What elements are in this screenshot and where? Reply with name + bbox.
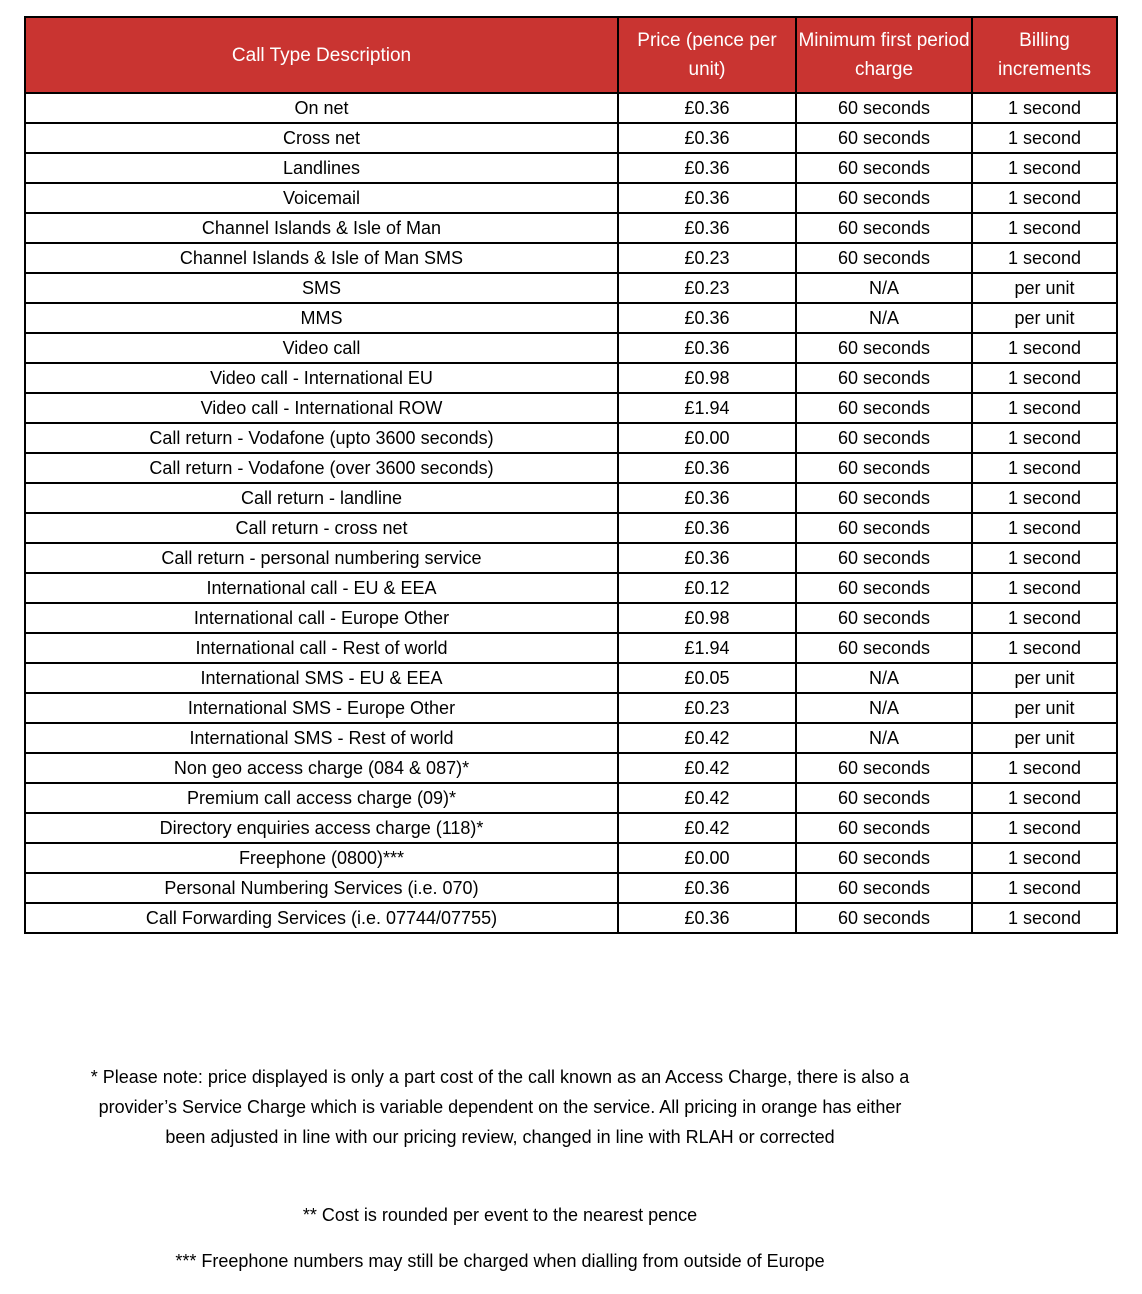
cell-billing-increments: per unit (972, 303, 1117, 333)
cell-call-type: International call - EU & EEA (25, 573, 618, 603)
cell-billing-increments: 1 second (972, 573, 1117, 603)
cell-call-type: International SMS - EU & EEA (25, 663, 618, 693)
cell-billing-increments: 1 second (972, 813, 1117, 843)
cell-billing-increments: 1 second (972, 213, 1117, 243)
table-row (25, 93, 1117, 123)
cell-call-type: Channel Islands & Isle of Man SMS (25, 243, 618, 273)
cell-minimum-charge: 60 seconds (796, 873, 972, 903)
note-freephone: *** Freephone numbers may still be charged when dialling from outside of Europe (175, 1251, 825, 1271)
cell-billing-increments: 1 second (972, 873, 1117, 903)
table-row (25, 123, 1117, 153)
cell-billing-increments: per unit (972, 723, 1117, 753)
table-row (25, 273, 1117, 303)
table-row (25, 573, 1117, 603)
cell-price: £0.36 (618, 903, 796, 933)
cell-price: £0.36 (618, 153, 796, 183)
cell-minimum-charge: 60 seconds (796, 843, 972, 873)
cell-price: £0.36 (618, 183, 796, 213)
table-row (25, 483, 1117, 513)
cell-call-type: Landlines (25, 153, 618, 183)
cell-price: £1.94 (618, 393, 796, 423)
cell-billing-increments: 1 second (972, 123, 1117, 153)
note-access-line: been adjusted in line with our pricing review, changed in line with RLAH or corrected (165, 1127, 835, 1147)
cell-minimum-charge: 60 seconds (796, 783, 972, 813)
cell-price: £0.36 (618, 213, 796, 243)
cell-billing-increments: 1 second (972, 183, 1117, 213)
cell-price: £0.00 (618, 423, 796, 453)
header-price: Price (pence per unit) (618, 17, 796, 93)
table-row (25, 453, 1117, 483)
cell-call-type: International call - Europe Other (25, 603, 618, 633)
table-row (25, 363, 1117, 393)
cell-billing-increments: 1 second (972, 633, 1117, 663)
table-header (25, 17, 1117, 93)
footnotes (0, 1062, 1000, 1276)
cell-call-type: Channel Islands & Isle of Man (25, 213, 618, 243)
cell-billing-increments: 1 second (972, 513, 1117, 543)
cell-billing-increments: 1 second (972, 903, 1117, 933)
cell-billing-increments: per unit (972, 273, 1117, 303)
cell-price: £0.23 (618, 693, 796, 723)
table-row (25, 423, 1117, 453)
table-row (25, 693, 1117, 723)
cell-minimum-charge: N/A (796, 693, 972, 723)
cell-minimum-charge: 60 seconds (796, 363, 972, 393)
table-row (25, 303, 1117, 333)
cell-call-type: Directory enquiries access charge (118)* (25, 813, 618, 843)
cell-minimum-charge: 60 seconds (796, 543, 972, 573)
cell-minimum-charge: 60 seconds (796, 183, 972, 213)
note-access-charge (0, 1062, 1000, 1152)
cell-call-type: Cross net (25, 123, 618, 153)
cell-call-type: Video call (25, 333, 618, 363)
table-row (25, 813, 1117, 843)
cell-price: £0.42 (618, 723, 796, 753)
table-row (25, 723, 1117, 753)
cell-call-type: MMS (25, 303, 618, 333)
header-minimum-charge: Minimum first period charge (796, 17, 972, 93)
cell-price: £0.36 (618, 513, 796, 543)
cell-minimum-charge: 60 seconds (796, 813, 972, 843)
cell-price: £0.23 (618, 273, 796, 303)
cell-billing-increments: 1 second (972, 333, 1117, 363)
cell-minimum-charge: 60 seconds (796, 603, 972, 633)
cell-minimum-charge: 60 seconds (796, 393, 972, 423)
cell-billing-increments: 1 second (972, 783, 1117, 813)
cell-minimum-charge: 60 seconds (796, 243, 972, 273)
table-row (25, 753, 1117, 783)
cell-call-type: Call return - Vodafone (over 3600 seconds) (25, 453, 618, 483)
cell-price: £0.42 (618, 813, 796, 843)
cell-minimum-charge: 60 seconds (796, 483, 972, 513)
cell-price: £0.98 (618, 603, 796, 633)
cell-minimum-charge: 60 seconds (796, 453, 972, 483)
cell-minimum-charge: 60 seconds (796, 123, 972, 153)
cell-price: £0.23 (618, 243, 796, 273)
note-access-line: * Please note: price displayed is only a part cost of the call known as an Access Charge, there is also a (90, 1067, 910, 1087)
table-row (25, 513, 1117, 543)
cell-price: £0.42 (618, 753, 796, 783)
table-row (25, 603, 1117, 633)
table-row (25, 663, 1117, 693)
cell-call-type: Call return - landline (25, 483, 618, 513)
cell-billing-increments: 1 second (972, 603, 1117, 633)
note-rounded: ** Cost is rounded per event to the nearest pence (302, 1205, 698, 1225)
cell-call-type: Call Forwarding Services (i.e. 07744/07755) (25, 903, 618, 933)
cell-call-type: International SMS - Europe Other (25, 693, 618, 723)
cell-call-type: On net (25, 93, 618, 123)
cell-billing-increments: 1 second (972, 753, 1117, 783)
cell-call-type: Video call - International EU (25, 363, 618, 393)
cell-call-type: International call - Rest of world (25, 633, 618, 663)
cell-billing-increments: per unit (972, 693, 1117, 723)
cell-billing-increments: 1 second (972, 843, 1117, 873)
cell-minimum-charge: 60 seconds (796, 93, 972, 123)
table-row (25, 903, 1117, 933)
cell-call-type: International SMS - Rest of world (25, 723, 618, 753)
cell-minimum-charge: 60 seconds (796, 153, 972, 183)
header-call-type: Call Type Description (25, 17, 618, 93)
cell-price: £0.12 (618, 573, 796, 603)
cell-minimum-charge: 60 seconds (796, 513, 972, 543)
cell-minimum-charge: N/A (796, 663, 972, 693)
cell-call-type: Premium call access charge (09)* (25, 783, 618, 813)
cell-minimum-charge: 60 seconds (796, 903, 972, 933)
table-row (25, 543, 1117, 573)
cell-billing-increments: 1 second (972, 153, 1117, 183)
cell-price: £0.36 (618, 543, 796, 573)
cell-call-type: Non geo access charge (084 & 087)* (25, 753, 618, 783)
cell-call-type: Video call - International ROW (25, 393, 618, 423)
header-billing-increments: Billing increments (972, 17, 1117, 93)
cell-price: £0.36 (618, 303, 796, 333)
table-row (25, 393, 1117, 423)
cell-price: £0.42 (618, 783, 796, 813)
cell-price: £0.00 (618, 843, 796, 873)
cell-call-type: Call return - cross net (25, 513, 618, 543)
cell-price: £0.36 (618, 873, 796, 903)
table-row (25, 213, 1117, 243)
cell-billing-increments: per unit (972, 663, 1117, 693)
cell-billing-increments: 1 second (972, 483, 1117, 513)
table-row (25, 783, 1117, 813)
cell-price: £0.36 (618, 483, 796, 513)
table-row (25, 243, 1117, 273)
table-row (25, 843, 1117, 873)
cell-minimum-charge: 60 seconds (796, 213, 972, 243)
table-body (25, 93, 1117, 933)
cell-minimum-charge: N/A (796, 723, 972, 753)
cell-call-type: Call return - Vodafone (upto 3600 seconds) (25, 423, 618, 453)
table-row (25, 153, 1117, 183)
cell-billing-increments: 1 second (972, 93, 1117, 123)
cell-price: £1.94 (618, 633, 796, 663)
table-row (25, 333, 1117, 363)
cell-price: £0.36 (618, 93, 796, 123)
cell-call-type: Voicemail (25, 183, 618, 213)
cell-call-type: SMS (25, 273, 618, 303)
header-row (25, 17, 1117, 93)
cell-call-type: Call return - personal numbering service (25, 543, 618, 573)
cell-price: £0.36 (618, 453, 796, 483)
table-row (25, 873, 1117, 903)
cell-price: £0.36 (618, 123, 796, 153)
cell-price: £0.05 (618, 663, 796, 693)
cell-billing-increments: 1 second (972, 453, 1117, 483)
cell-call-type: Freephone (0800)*** (25, 843, 618, 873)
table-row (25, 633, 1117, 663)
cell-minimum-charge: N/A (796, 303, 972, 333)
cell-minimum-charge: 60 seconds (796, 333, 972, 363)
cell-billing-increments: 1 second (972, 243, 1117, 273)
note-access-line: provider’s Service Charge which is variable dependent on the service. All pricing in orange has either (98, 1097, 902, 1117)
cell-billing-increments: 1 second (972, 543, 1117, 573)
cell-minimum-charge: 60 seconds (796, 423, 972, 453)
cell-billing-increments: 1 second (972, 423, 1117, 453)
cell-billing-increments: 1 second (972, 393, 1117, 423)
tariff-table (24, 16, 1118, 934)
cell-billing-increments: 1 second (972, 363, 1117, 393)
cell-price: £0.98 (618, 363, 796, 393)
cell-call-type: Personal Numbering Services (i.e. 070) (25, 873, 618, 903)
cell-minimum-charge: 60 seconds (796, 633, 972, 663)
cell-minimum-charge: 60 seconds (796, 573, 972, 603)
cell-minimum-charge: 60 seconds (796, 753, 972, 783)
table-row (25, 183, 1117, 213)
cell-price: £0.36 (618, 333, 796, 363)
cell-minimum-charge: N/A (796, 273, 972, 303)
